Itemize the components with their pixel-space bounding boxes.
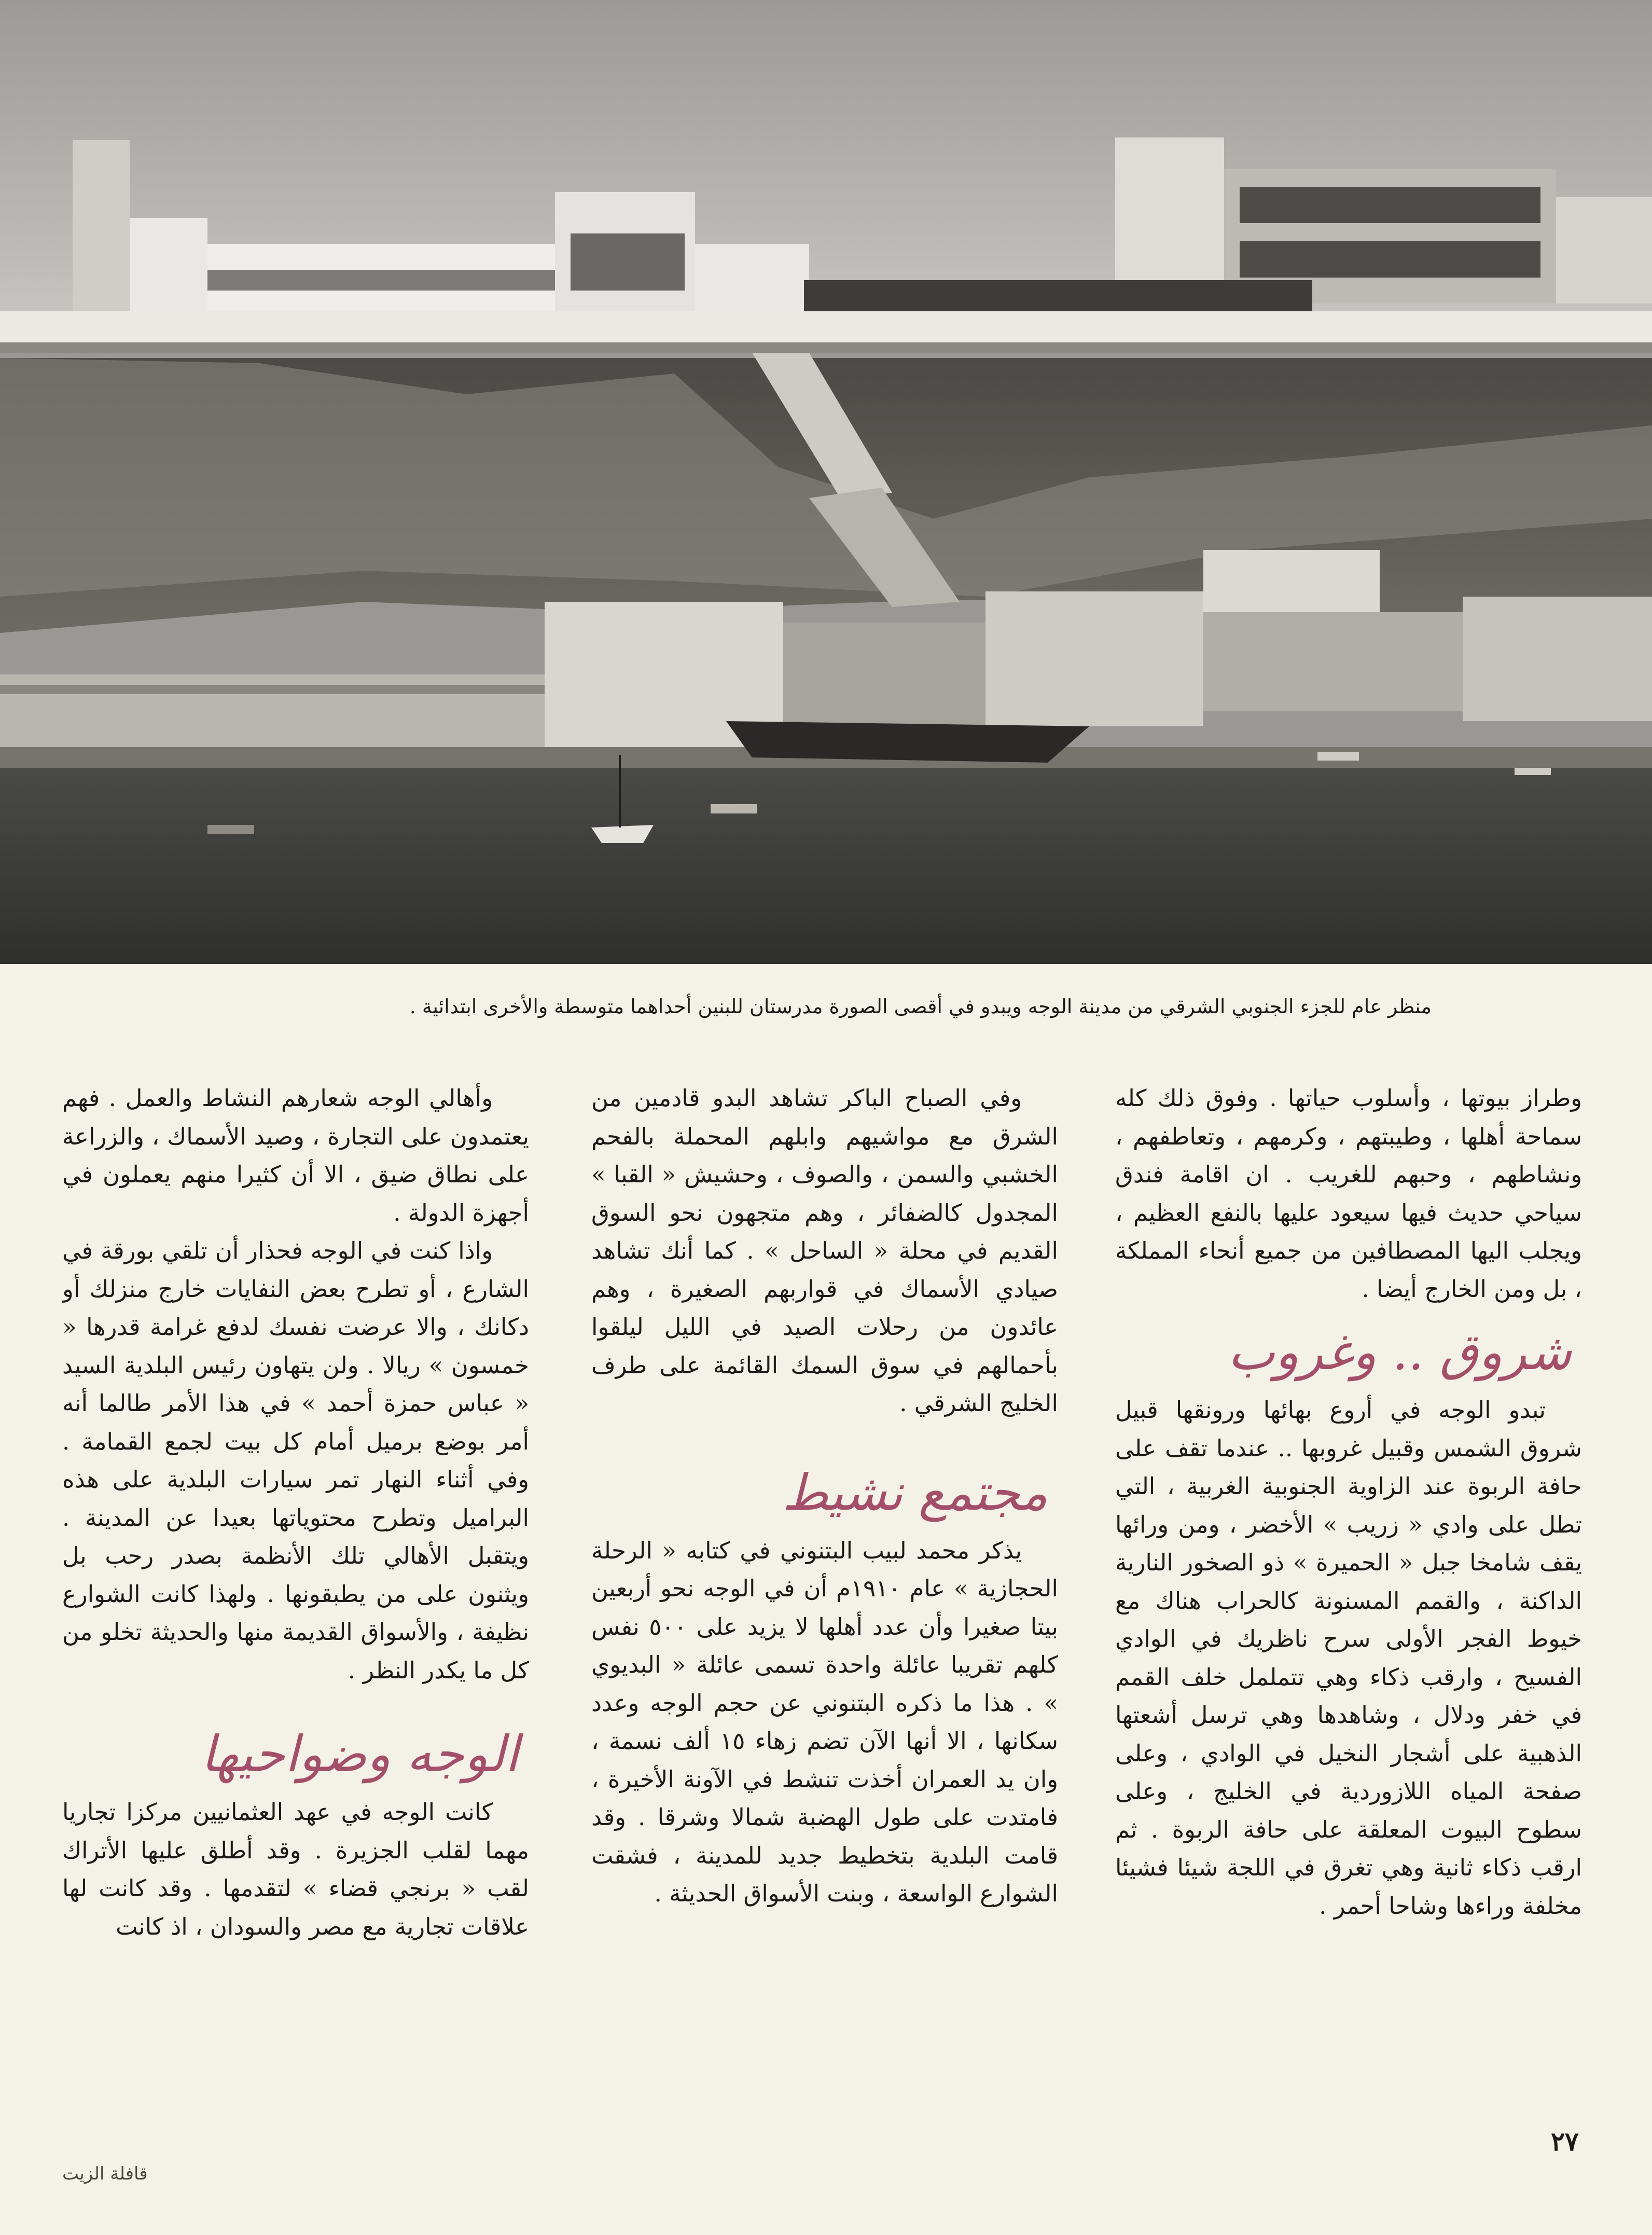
section-heading-active-community: مجتمع نشيط — [782, 1463, 1048, 1522]
photo-caption: منظر عام للجزء الجنوبي الشرقي من مدينة الوجه ويبدو في أقصى الصورة مدرستان للبنين أحداهما متوسطة والأخرى ابتدائية . — [409, 995, 1432, 1018]
paragraph: كانت الوجه في عهد العثمانيين مركزا تجاريا مهما لقلب الجزيرة . وقد أطلق عليها الأتراك لقب « برنجي قضاء » لتقدمها . وقد كانت لها علاقات تجارية مع مصر والسودان ، اذ كانت — [62, 1798, 529, 1940]
text-column-right — [1115, 1079, 1582, 2106]
paragraph: يذكر محمد لبيب البتنوني في كتابه « الرحلة الحجازية » عام ١٩١٠م أن في الوجه نحو أربعين بيتا صغيرا وأن عدد أهلها لا يزيد على ٥٠٠ نفس كلهم تقريبا عائلة واحدة تسمى عائلة « البديوي » . هذا ما ذكره البتنوني عن حجم الوجه وعدد سكانها ، الا أنها الآن تضم زهاء ١٥ ألف نسمة ، وان يد العمران أخذت تنشط في الآونة الأخيرة ، فامتدت على طول الهضبة شمالا وشرقا . وقد قامت البلدية بتخطيط جديد للمدينة ، فشقت الشوارع الواسعة ، وبنت الأسواق الحديثة . — [591, 1536, 1058, 1907]
page-number: ٢٧ — [1551, 2126, 1579, 2157]
paragraph: وفي الصباح الباكر تشاهد البدو قادمين من الشرق مع مواشيهم وابلهم المحملة بالفحم الخشبي والسمن ، والصوف ، وحشيش « القبا » المجدول كالضفائر ، وهم متجهون نحو السوق القديم في محلة « الساحل » . كما أنك تشاهد صيادي الأسماك في قواربهم الصغيرة ، وهم عائدون من رحلات الصيد في الليل ليلقوا بأحمالهم في سوق السمك القائمة على طرف الخليج الشرقي . — [591, 1084, 1058, 1417]
text-column-left — [62, 1079, 529, 2106]
paragraph: تبدو الوجه في أروع بهائها ورونقها قبيل شروق الشمس وقبيل غروبها .. عندما تقف على حافة الربوة عند الزاوية الجنوبية الغربية ، التي تطل على وادي « زريب » الأخضر ، ومن ورائها يقف شامخا جبل « الحميرة » ذو الصخور النارية الداكنة ، والقمم المسنونة كالحراب هناك مع خيوط الفجر الأولى سرح ناظريك في الوادي الفسيح ، وارقب ذكاء وهي تتململ خلف القمم في خفر ودلال ، وشاهدها وهي ترسل أشعتها الذهبية على أشجار النخيل في الوادي ، وعلى صفحة المياه اللازوردية في الخليج ، وعلى سطوح البيوت المعلقة على حافة الربوة . ثم ارقب ذكاء ثانية وهي تغرق في اللجة شيئا فشيئا مخلفة وراءها وشاحا أحمر . — [1115, 1396, 1582, 1920]
paragraph: وأهالي الوجه شعارهم النشاط والعمل . فهم يعتمدون على التجارة ، وصيد الأسماك ، والزراعة على نطاق ضيق ، الا أن كثيرا منهم يعملون في أجهزة الدولة . — [62, 1084, 529, 1226]
paragraph: واذا كنت في الوجه فحذار أن تلقي بورقة في الشارع ، أو تطرح بعض النفايات خارج منزلك أو دكانك ، والا عرضت نفسك لدفع غرامة قدرها « خمسون » ريالا . ولن يتهاون رئيس البلدية السيد « عباس حمزة أحمد » في هذا الأمر طالما أنه أمر بوضع برميل أمام كل بيت لجمع القمامة . وفي أثناء النهار تمر سيارات البلدية على هذه البراميل وتطرح محتوياتها بعيدا عن المدينة . ويتقبل الأهالي تلك الأنظمة بصدر رحب بل ويثنون على من يطبقونها . ولهذا كانت الشوارع نظيفة ، والأسواق القديمة منها والحديثة تخلو من كل ما يكدر النظر . — [62, 1237, 529, 1684]
section-heading-alwajh-suburbs: الوجه وضواحيها — [201, 1725, 519, 1783]
magazine-name: قافلة الزيت — [62, 2163, 148, 2184]
coastal-town-photo — [0, 0, 1652, 964]
paragraph: وطراز بيوتها ، وأسلوب حياتها . وفوق ذلك كله سماحة أهلها ، وطيبتهم ، وكرمهم ، وتعاطفهم ، ونشاطهم ، وحبهم للغريب . ان اقامة فندق سياحي حديث فيها سيعود عليها بالنفع العظيم ، ويجلب اليها المصطافين من جميع أنحاء المملكة ، بل ومن الخارج أيضا . — [1115, 1084, 1582, 1303]
section-heading-sunrise-sunset: شروق .. وغروب — [1228, 1323, 1572, 1381]
text-column-middle — [591, 1079, 1058, 2106]
